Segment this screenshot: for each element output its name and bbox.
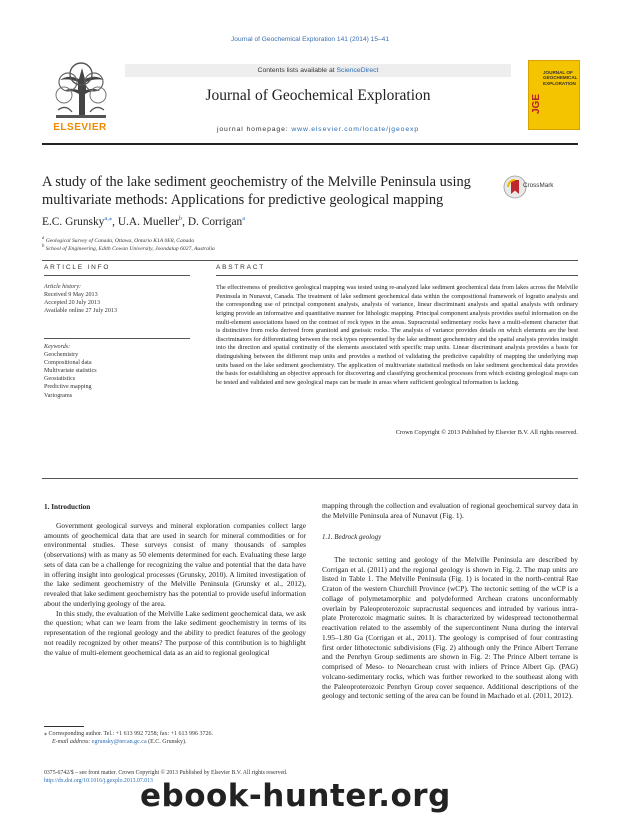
keyword: Geochemistry bbox=[44, 352, 79, 359]
history-label: Article history: bbox=[44, 284, 82, 290]
affiliation-text: Geological Survey of Canada, Ottawa, Ontario K1A 0E8, Canada bbox=[45, 237, 195, 244]
cover-abbrev: JGE bbox=[531, 93, 542, 114]
cover-title: JOURNAL OF GEOCHEMICAL EXPLORATION bbox=[543, 70, 578, 86]
paragraph: The tectonic setting and geology of the Melville Peninsula are described by Corrigan et al. (2011) and the regional geology is shown in Fig. 2. The map units are listed in Table 1. The Melville Peninsula (Fig. 1) is located in the north-central Rae Craton of the western Churchill Province (wCP). The tectonic setting of the wCP is a collage of polymetamorphic and polydeformed Archean cratons unconformably overlain by Paleoproterozoic supracrustal sequences and intruded by various intra-plate Proterozoic magmatic suites. It is characterized by widespread tectonothermal reactivation related to the assembly of the supercontinent Nuna during the interval 1.95–1.80 Ga (Corrigan et al., 2011). The geology is comprised of four contrasting first order lithotectonic subdivisions (Fig. 2) although only the Prince Albert Terrane and the Penrhyn Group sediments are shown in Fig. 2: The Prince Albert terrane is comprised of Meso- to Neoarchean crust with inliers of Prince Albert Gp. (PAG) volcano-sedimentary rocks, which was further reworked to the southeast along with the Paleoproterozoic Penrhyn Group cover sequence. Additional descriptions of the geology and tectonic setting of the area can be found in Machado et al. (2011, 2012). bbox=[322, 555, 578, 701]
author-affil-sup[interactable]: a,⁎ bbox=[104, 215, 113, 222]
history-item: Available online 27 July 2013 bbox=[44, 308, 117, 315]
elsevier-tree-icon bbox=[52, 60, 110, 120]
subsection-heading: 1.1. Bedrock geology bbox=[322, 533, 382, 541]
elsevier-wordmark[interactable]: ELSEVIER bbox=[53, 122, 107, 133]
keywords-label: Keywords: bbox=[44, 344, 71, 350]
history-item: Received 9 May 2013 bbox=[44, 292, 98, 299]
paragraph: In this study, the evaluation of the Melville Lake sediment geochemical data, we ask the question; what can we learn from the lake sediment geochemistry in terms of its representation of the regional geology and the ability to predict features of the geology not readily recognized by other means? The purpose of this contribution is to highlight the value of multi-element geochemical data as an aid to regional geological bbox=[44, 608, 306, 657]
author-name[interactable]: E.C. Grunsky bbox=[42, 215, 105, 228]
author-affil-sup[interactable]: a bbox=[242, 215, 246, 222]
body-column-right-cont bbox=[322, 555, 578, 701]
divider bbox=[44, 338, 190, 339]
abstract-heading: ABSTRACT bbox=[216, 264, 266, 271]
watermark: ebook-hunter.org bbox=[140, 778, 451, 814]
affiliation-marker: a bbox=[42, 236, 45, 241]
journal-reference[interactable]: Journal of Geochemical Exploration 141 (2014) 15–41 bbox=[231, 36, 389, 43]
affiliation bbox=[42, 244, 462, 252]
journal-homepage bbox=[125, 126, 511, 133]
divider bbox=[216, 275, 578, 276]
paragraph: Government geological surveys and mineral exploration companies collect large amounts of geochemical data that are used in search for mineral commodities or for environmental studies. These surveys consist of many thousands of samples (observations) with as many as 50 elements determined for each. Evaluating these large sets of data can be a challenge for recognizing the value and potential that the data have in offering insight into geological processes (Grunsky, 2010). A limited investigation of the lake sediment geochemistry of the Melville Peninsula (Grunsky et al., 2012), revealed that lake sediment geochemistry has the potential to provide useful information about the underlying geology of the area. bbox=[44, 521, 306, 608]
email-label: E-mail address: bbox=[52, 739, 91, 745]
email-suffix: (E.C. Grunsky). bbox=[148, 739, 187, 745]
footnote-text: Corresponding author. Tel.: +1 613 992 7258; fax: +1 613 996 3726. bbox=[48, 731, 214, 737]
keyword: Compositional data bbox=[44, 360, 92, 367]
journal-title: Journal of Geochemical Exploration bbox=[205, 87, 431, 104]
front-matter-line: 0375-6742/$ – see front matter. Crown Copyright © 2013 Published by Elsevier B.V. All rights reserved. bbox=[44, 770, 288, 776]
header-rule bbox=[42, 143, 578, 145]
author-list: E.C. Grunsky$^{a,⁎}$, U.A. Mueller$^b$, D. Corrigan$^a$ bbox=[42, 215, 246, 228]
homepage-prefix: journal homepage: bbox=[216, 126, 292, 133]
body-column-right bbox=[322, 501, 578, 520]
contents-band bbox=[125, 64, 511, 77]
abstract-text: The effectiveness of predictive geological mapping was tested using re-analyzed lake sediment geochemical data from lakes across the Melville Peninsula in Nunavut, Canada. The treatment of lake sediment geochemical data within the compositional framework of logratio analysis and the corresponding use of principal component analysis, analysis of variance, linear discriminant analysis and spatial analysis with ordinary kriging provide an informative and quantitative manner for lithologic mapping. Principal component analysis provides useful information on the multi-element associations based on the contrast of rock types in the areas. Supracrustal sedimentary rocks have a multi-element character that is distinctive from rocks derived from granitoid and gneissic rocks. The analysis of variance provides details on which elements are the best discriminators for differentiating between the rock types represented by the lake sediment geochemistry and the spatial analysis provides insight into the direction and spatial continuity of the elements associated with specific map units. Linear discriminant analysis provides a basis for distinguishing between the different map units and provides a method of validating the predictive capability of mapping the underlying map units based on the lake sediment geochemistry. The application of multivariate statistical methods on lake sediment geochemical data provides the basis for establishing an objective approach for discovering and classifying geochemical processes from which existing geological maps can be tested and validated and new geological maps can be made in areas where sufficient geological information is lacking. bbox=[216, 284, 578, 386]
doi-link[interactable]: http://dx.doi.org/10.1016/j.gexplo.2013.07.013 bbox=[44, 777, 153, 784]
keyword: Variograms bbox=[44, 392, 73, 399]
history-item: Accepted 20 July 2013 bbox=[44, 300, 101, 307]
affiliation-marker: b bbox=[42, 244, 45, 249]
abstract-copyright: Crown Copyright © 2013 Published by Elsevier B.V. All rights reserved. bbox=[395, 429, 578, 436]
sciencedirect-link[interactable]: ScienceDirect bbox=[336, 67, 379, 74]
footnote bbox=[44, 730, 306, 746]
elsevier-logo bbox=[42, 58, 118, 132]
affiliation-text: School of Engineering, Edith Cowan University, Joondalup 6027, Australia bbox=[45, 245, 215, 252]
body-column-left bbox=[44, 521, 306, 657]
article-info-heading: ARTICLE INFO bbox=[44, 264, 111, 271]
crossmark-label[interactable]: CrossMark bbox=[523, 182, 554, 189]
author-name[interactable]: U.A. Mueller bbox=[117, 215, 179, 228]
section-heading: 1. Introduction bbox=[44, 503, 91, 511]
affiliation bbox=[42, 236, 462, 244]
homepage-link[interactable]: www.elsevier.com/locate/jgeoexp bbox=[291, 126, 420, 133]
divider bbox=[42, 478, 578, 479]
keyword: Predictive mapping bbox=[44, 384, 92, 391]
email-link[interactable]: egrunsky@nrcan.gc.ca bbox=[91, 739, 147, 745]
contents-prefix: Contents lists available at bbox=[257, 67, 337, 74]
keyword: Multivariate statistics bbox=[44, 368, 97, 375]
footnote-rule bbox=[44, 726, 84, 727]
author-affil-sup[interactable]: b bbox=[178, 215, 183, 222]
article-title: A study of the lake sediment geochemistry of the Melville Peninsula using multivariate methods: Applications for predictive geological mapping bbox=[42, 174, 471, 208]
author-name[interactable]: D. Corrigan bbox=[187, 215, 243, 228]
footnote-marker: ⁎ bbox=[44, 731, 47, 737]
divider bbox=[42, 260, 578, 261]
divider bbox=[44, 275, 190, 276]
keywords bbox=[44, 343, 190, 400]
paragraph: mapping through the collection and evaluation of regional geochemical survey data in the Melville Peninsula area of Nunavut (Fig. 1). bbox=[322, 501, 578, 520]
article-history bbox=[44, 283, 190, 315]
keyword: Geostatistics bbox=[44, 376, 76, 383]
